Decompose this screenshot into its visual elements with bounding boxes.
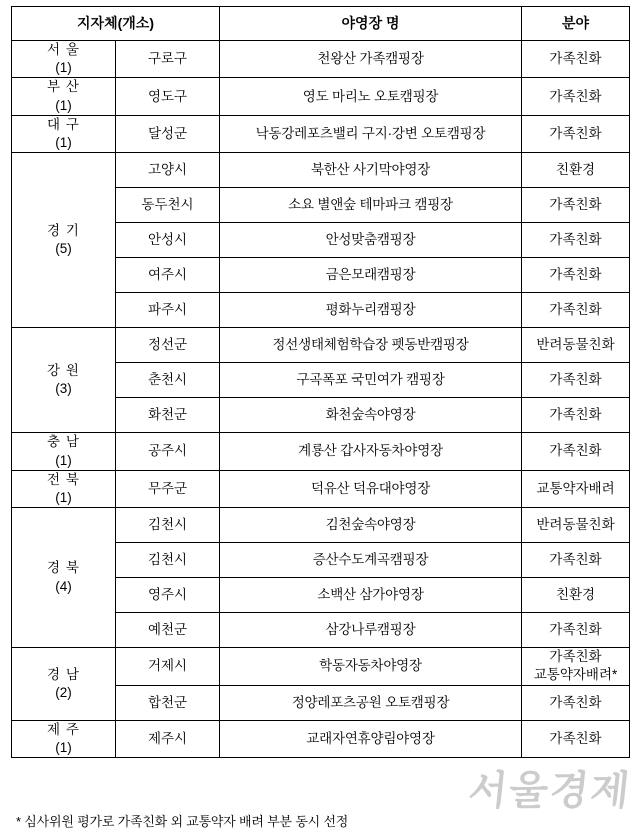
watermark: 서울경제 (466, 768, 635, 813)
field-cell (522, 115, 630, 152)
campground-name-cell: 덕유산 덕유대야영장 (220, 470, 522, 507)
field-label: 가족친화 (549, 730, 602, 746)
table-row (12, 648, 630, 685)
region-count: (1) (55, 489, 72, 505)
campground-name-cell: 소요 별앤숲 테마파크 캠핑장 (220, 188, 522, 223)
table-row (12, 115, 630, 152)
region-count: (1) (55, 135, 72, 151)
region-cell (12, 115, 116, 152)
city-cell: 파주시 (116, 293, 220, 328)
region-count: (1) (55, 452, 72, 468)
city-cell: 거제시 (116, 648, 220, 685)
campground-name-cell: 김천숲속야영장 (220, 508, 522, 543)
city-cell: 제주시 (116, 720, 220, 757)
field-label: 가족친화 (549, 407, 602, 423)
field-label: 교통약자배려* (533, 667, 618, 683)
city-cell: 여주시 (116, 258, 220, 293)
region-name: 전 북 (46, 471, 81, 487)
campground-name-cell: 증산수도계곡캠핑장 (220, 543, 522, 578)
campground-name-cell: 정양레포츠공원 오토캠핑장 (220, 685, 522, 720)
campground-name-cell: 교래자연휴양림야영장 (220, 720, 522, 757)
field-label: 가족친화 (549, 88, 602, 104)
field-label: 가족친화 (549, 649, 602, 665)
campground-name-cell: 천왕산 가족캠핑장 (220, 41, 522, 78)
field-cell (522, 578, 630, 613)
footnote: * 심사위원 평가로 가족친화 외 교통약자 배려 부분 동시 선정 (16, 814, 349, 829)
campground-name-cell: 낙동강레포츠밸리 구지·강변 오토캠핑장 (220, 115, 522, 152)
field-cell (522, 153, 630, 188)
region-count: (3) (55, 381, 72, 397)
field-label: 친환경 (555, 587, 596, 603)
column-header-field: 분야 (522, 7, 630, 41)
table-header-row (12, 7, 630, 41)
city-cell: 정선군 (116, 328, 220, 363)
region-cell (12, 720, 116, 757)
column-header-region: 지자체(개소) (12, 7, 220, 41)
field-cell (522, 433, 630, 470)
field-label: 가족친화 (549, 302, 602, 318)
city-cell: 예천군 (116, 613, 220, 648)
region-count: (5) (55, 241, 72, 257)
table-row (12, 720, 630, 757)
field-cell (522, 293, 630, 328)
city-cell: 고양시 (116, 153, 220, 188)
region-count: (2) (55, 684, 72, 700)
region-count: (1) (55, 97, 72, 113)
table-row (12, 78, 630, 115)
campground-table (11, 6, 630, 758)
field-cell (522, 258, 630, 293)
region-cell (12, 648, 116, 720)
campground-name-cell: 정선생태체험학습장 펫동반캠핑장 (220, 328, 522, 363)
region-name: 강 원 (46, 363, 81, 379)
campground-name-cell: 금은모래캠핑장 (220, 258, 522, 293)
region-name: 충 남 (46, 434, 81, 450)
field-cell (522, 470, 630, 507)
region-cell (12, 41, 116, 78)
field-label: 가족친화 (549, 232, 602, 248)
field-cell (522, 398, 630, 433)
field-label: 가족친화 (549, 267, 602, 283)
table-row (12, 153, 630, 188)
table-row (12, 41, 630, 78)
city-cell: 동두천시 (116, 188, 220, 223)
region-cell (12, 470, 116, 507)
region-name: 부 산 (46, 79, 81, 95)
column-header-name: 야영장 명 (220, 7, 522, 41)
field-label: 반려동물친화 (536, 517, 615, 533)
campground-name-cell: 구곡폭포 국민여가 캠핑장 (220, 363, 522, 398)
table-row (12, 433, 630, 470)
field-label: 가족친화 (549, 622, 602, 638)
city-cell: 공주시 (116, 433, 220, 470)
city-cell: 구로구 (116, 41, 220, 78)
campground-name-cell: 계룡산 갑사자동차야영장 (220, 433, 522, 470)
table-row (12, 328, 630, 363)
field-cell (522, 508, 630, 543)
campground-name-cell: 학동자동차야영장 (220, 648, 522, 685)
field-label: 가족친화 (549, 125, 602, 141)
field-cell (522, 223, 630, 258)
table-row (12, 470, 630, 507)
field-label: 반려동물친화 (536, 337, 615, 353)
field-label: 가족친화 (549, 694, 602, 710)
region-count: (4) (55, 578, 72, 594)
region-name: 대 구 (46, 116, 81, 132)
region-name: 경 북 (46, 560, 81, 576)
city-cell: 김천시 (116, 543, 220, 578)
city-cell: 김천시 (116, 508, 220, 543)
document-page (0, 6, 640, 838)
city-cell: 화천군 (116, 398, 220, 433)
region-name: 제 주 (46, 721, 81, 737)
campground-name-cell: 안성맞춤캠핑장 (220, 223, 522, 258)
field-cell (522, 685, 630, 720)
region-count: (1) (55, 60, 72, 76)
city-cell: 무주군 (116, 470, 220, 507)
field-label: 친환경 (555, 162, 596, 178)
field-cell (522, 41, 630, 78)
campground-name-cell: 삼강나루캠핑장 (220, 613, 522, 648)
field-label: 가족친화 (549, 372, 602, 388)
city-cell: 춘천시 (116, 363, 220, 398)
region-cell (12, 328, 116, 433)
field-label: 가족친화 (549, 443, 602, 459)
region-name: 서 울 (46, 42, 81, 57)
campground-name-cell: 영도 마리노 오토캠핑장 (220, 78, 522, 115)
field-cell (522, 543, 630, 578)
region-count: (1) (55, 739, 72, 755)
field-cell (522, 648, 630, 685)
campground-name-cell: 평화누리캠핑장 (220, 293, 522, 328)
field-label: 교통약자배려 (536, 480, 615, 496)
campground-name-cell: 화천숲속야영장 (220, 398, 522, 433)
region-name: 경 남 (46, 666, 81, 682)
city-cell: 영주시 (116, 578, 220, 613)
city-cell: 달성군 (116, 115, 220, 152)
field-cell (522, 720, 630, 757)
field-cell (522, 328, 630, 363)
field-cell (522, 188, 630, 223)
field-cell (522, 613, 630, 648)
region-cell (12, 78, 116, 115)
table-body (12, 41, 630, 758)
field-label: 가족친화 (549, 552, 602, 568)
city-cell: 안성시 (116, 223, 220, 258)
city-cell: 합천군 (116, 685, 220, 720)
table-row (12, 508, 630, 543)
field-cell (522, 363, 630, 398)
campground-name-cell: 북한산 사기막야영장 (220, 153, 522, 188)
city-cell: 영도구 (116, 78, 220, 115)
region-cell (12, 433, 116, 470)
table-header (12, 7, 630, 41)
region-cell (12, 508, 116, 648)
field-cell (522, 78, 630, 115)
field-label: 가족친화 (549, 51, 602, 67)
region-name: 경 기 (46, 223, 81, 239)
region-cell (12, 153, 116, 328)
field-label: 가족친화 (549, 197, 602, 213)
campground-name-cell: 소백산 삼가야영장 (220, 578, 522, 613)
